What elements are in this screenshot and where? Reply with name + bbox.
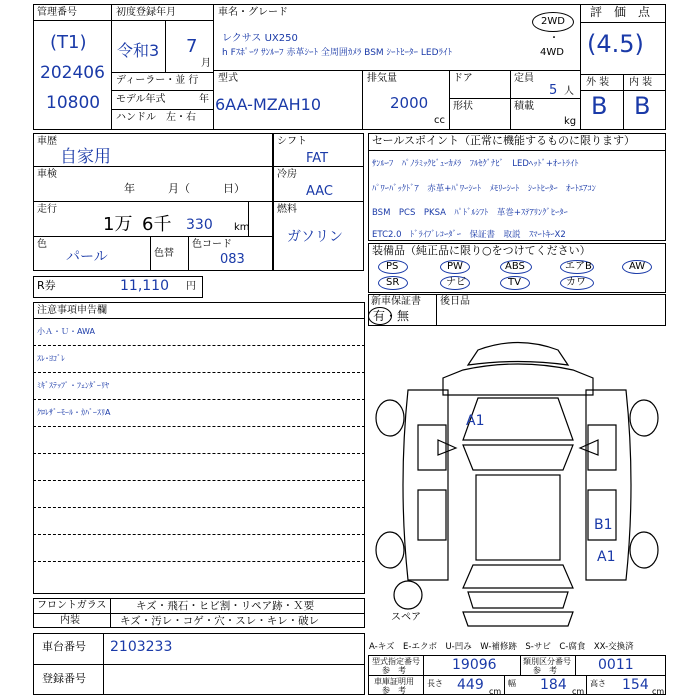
warranty-label: 新車保証書 — [371, 296, 421, 307]
damage-mark-b1: B1 — [594, 517, 613, 533]
cert-ref: 参 考 — [382, 686, 406, 695]
wd-dot: ・ — [549, 33, 559, 44]
mileage-value3: 330 — [186, 217, 213, 233]
model-year-label: モデル年式 — [116, 94, 166, 105]
door-label: ドア — [453, 73, 473, 84]
kanri-t: (T1) — [50, 32, 87, 53]
inspection-value: 年 月（ 日） — [124, 182, 245, 195]
mileage-label: 走行 — [37, 204, 57, 215]
damage-mark-a1-rear: A1 — [597, 549, 616, 565]
km-unit: km — [234, 222, 250, 233]
color-code-label: 色コード — [192, 239, 232, 250]
front-glass-label: フロントガラス — [37, 600, 107, 611]
height-label: 高さ — [590, 679, 606, 688]
month-unit: 月 — [201, 58, 211, 69]
mileage-value2: 6千 — [142, 214, 172, 235]
usage-value: 自家用 — [60, 147, 111, 167]
fuel-value: ガソリン — [287, 229, 343, 245]
type-designation-ref: 参 考 — [382, 666, 406, 675]
exterior-label: 外 装 — [586, 77, 610, 88]
equipment-leather-label: カワ — [566, 277, 586, 288]
later-label: 後日品 — [440, 296, 470, 307]
usage-label: 車歴 — [37, 136, 57, 147]
height-value: 154 — [622, 677, 649, 693]
class-ref: 参 考 — [533, 666, 557, 675]
class-value: 0011 — [598, 657, 634, 673]
equipment-title: 装備品（純正品に限り○をつけてください） — [372, 244, 591, 257]
name-label: 車名・グレード — [218, 7, 288, 18]
notes-title: 注意事項申告欄 — [37, 305, 107, 316]
shift-label: シフト — [277, 136, 307, 147]
era-value: 令和3 — [117, 41, 160, 60]
note-line: ｽﾚ･ﾖｺﾞﾚ — [37, 354, 65, 363]
equipment-airbag-label: エアB — [565, 261, 592, 272]
r-value: 11,110 — [120, 278, 169, 294]
length-unit: cm — [489, 687, 502, 696]
color-change-label: 色替 — [154, 248, 174, 259]
equipment-abs-label: ABS — [505, 261, 525, 272]
year-unit: 年 — [199, 94, 209, 105]
length-value: 449 — [457, 677, 484, 693]
kanri-no2: 10800 — [46, 93, 101, 113]
equipment-aw-label: AW — [629, 261, 646, 272]
note-line: ｸﾛﾚｻﾞｰﾓｰﾙ・ｶﾊﾞｰｽﾘA — [37, 408, 111, 417]
aircon-value: AAC — [306, 184, 333, 199]
width-value: 184 — [540, 677, 567, 693]
capacity-value: 5 — [549, 83, 558, 98]
displacement-value: 2000 — [390, 94, 429, 112]
exterior-value: B — [591, 92, 608, 120]
car-name: レクサス UX250 — [222, 33, 298, 44]
shape-label: 形状 — [453, 101, 473, 112]
inspection-label: 車検 — [37, 169, 57, 180]
equipment-ps-label: PS — [386, 261, 399, 272]
type-value: 6AA-MZAH10 — [215, 95, 322, 114]
interior-cond-value: キズ・汚レ・コゲ・穴・スレ・キレ・破レ — [120, 615, 320, 627]
twowd-label: 2WD — [541, 16, 565, 27]
shodo-label: 初度登録年月 — [116, 7, 176, 18]
reg-label: 登録番号 — [42, 672, 86, 685]
spare-label: スペア — [391, 612, 421, 623]
height-unit: cm — [652, 687, 665, 696]
color-code-value: 083 — [220, 252, 245, 267]
capacity-label: 定員 — [514, 73, 534, 84]
front-glass-value: キズ・飛石・ヒビ割・リペア跡・Ｘ要 — [136, 600, 315, 612]
cc-unit: cc — [434, 115, 445, 126]
yen-unit: 円 — [186, 281, 196, 292]
color-value: パール — [66, 249, 108, 265]
sales-point-line: BSM PCS PKSA ﾊﾟﾄﾞﾙｼﾌﾄ 革巻+ｽﾃｱﾘﾝｸﾞﾋｰﾀｰ — [372, 208, 568, 218]
width-label: 幅 — [508, 679, 516, 688]
month-value: 7 — [186, 36, 198, 57]
handle-label: ハンドル 左・右 — [116, 112, 196, 123]
note-line: 小Ａ・Ｕ・AWA — [37, 327, 95, 336]
type-designation-label: 型式指定番号 — [372, 657, 420, 666]
dealer-label: ディーラー・並 行 — [116, 75, 199, 86]
car-diagram — [368, 330, 666, 630]
r-label: R券 — [37, 279, 56, 292]
kanri-no1: 202406 — [40, 63, 105, 83]
fuel-label: 燃料 — [277, 204, 297, 215]
aircon-label: 冷房 — [277, 169, 297, 180]
damage-mark-a1-front: A1 — [466, 413, 485, 429]
interior-label: 内 装 — [629, 77, 653, 88]
r-ken-box — [33, 276, 203, 298]
note-line: ﾐｷﾞｽﾃｯﾌﾟ・ﾌｪﾝﾀﾞｰﾘﾔ — [37, 381, 109, 390]
shift-value: FAT — [306, 151, 329, 166]
class-label: 類別区分番号 — [523, 657, 571, 666]
sales-points-title: セールスポイント（正常に機能するものに限ります） — [372, 134, 636, 147]
sales-point-line: ﾊﾟﾜｰﾊﾞｯｸﾄﾞｱ 赤革+ﾊﾟﾜｰｼｰﾄ ﾒﾓﾘｰｼｰﾄ ｼｰﾄﾋｰﾀｰ ｵｰﾄｴｱｺﾝ — [372, 184, 596, 194]
chassis-value: 2103233 — [110, 639, 173, 655]
equipment-tv-label: TV — [508, 277, 521, 288]
fourwd-label: 4WD — [540, 47, 564, 58]
type-label: 型式 — [218, 73, 238, 84]
equipment-sr-label: SR — [386, 277, 400, 288]
length-label: 長さ — [427, 679, 443, 688]
mileage-value1: 1万 — [103, 214, 133, 235]
width-unit: cm — [572, 687, 585, 696]
eval-value: (4.5) — [587, 30, 644, 58]
interior-cond-label: 内装 — [60, 615, 80, 626]
interior-value: B — [634, 92, 651, 120]
kanri-label: 管理番号 — [37, 7, 77, 18]
type-designation-value: 19096 — [452, 657, 497, 673]
load-label: 積載 — [514, 101, 534, 112]
kg-unit: kg — [564, 116, 577, 127]
cert-label: 車庫証明用 — [374, 677, 414, 686]
chassis-label: 車台番号 — [42, 640, 86, 653]
sales-point-line: ETC2.0 ﾄﾞﾗｲﾌﾞﾚｺｰﾀﾞｰ 保証書 取説 ｽﾏｰﾄｷｰX2 — [372, 230, 566, 240]
capacity-unit: 人 — [564, 86, 574, 97]
car-grade: h Fｽﾎﾟｰﾂ ｻﾝﾙｰﾌ 赤革ｼｰﾄ 全周囲ｶﾒﾗ BSM ｼｰﾄﾋｰﾀｰ LEDﾗｲﾄ — [222, 48, 453, 58]
equipment-pw-label: PW — [447, 261, 463, 272]
color-label: 色 — [37, 239, 47, 250]
damage-legend: A-キズ E-エクボ U-凹み W-補修跡 S-サビ C-腐食 XX-交換済 — [369, 642, 634, 652]
warranty-value: 有・無 — [373, 309, 410, 323]
eval-label: 評 価 点 — [590, 5, 651, 19]
equipment-navi-label: ナビ — [446, 277, 466, 288]
sales-point-line: ｻﾝﾙｰﾌ ﾊﾟﾉﾗﾐｯｸﾋﾞｭｰｶﾒﾗ ﾌﾙｾｸﾞﾅﾋﾞ LEDﾍｯﾄﾞ+ｵｰﾄﾗｲﾄ — [372, 159, 579, 169]
displacement-label: 排気量 — [367, 73, 397, 84]
